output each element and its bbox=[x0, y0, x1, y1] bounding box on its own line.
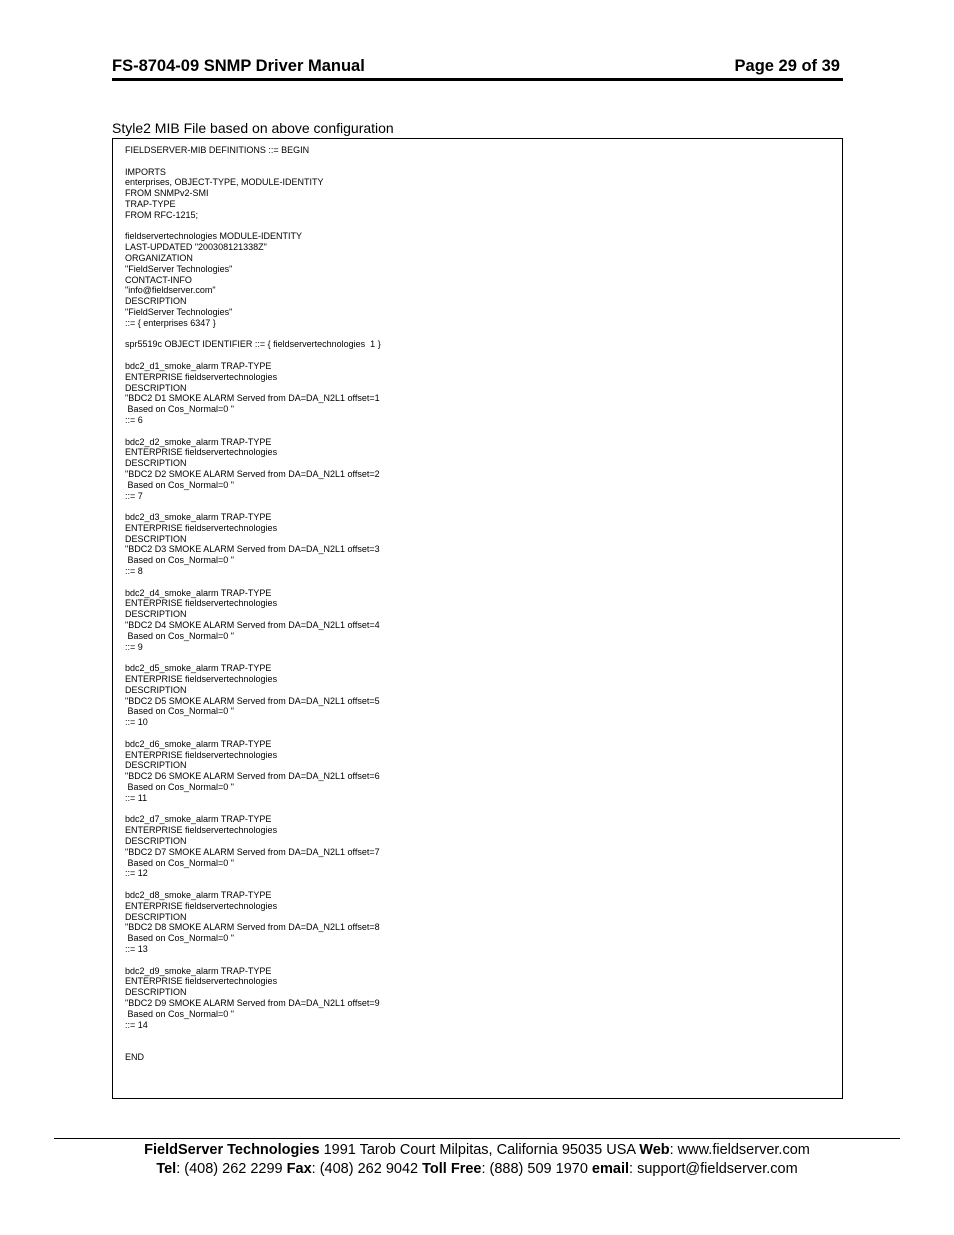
footer-fax-value: : (408) 262 9042 bbox=[311, 1160, 423, 1177]
footer-tollfree-value: : (888) 509 1970 bbox=[481, 1160, 592, 1177]
footer-address: 1991 Tarob Court Milpitas, California 95035 USA bbox=[319, 1142, 640, 1158]
footer-line-1 bbox=[54, 1141, 900, 1160]
mib-file-box bbox=[112, 138, 843, 1099]
mib-file-text: FIELDSERVER-MIB DEFINITIONS ::= BEGIN IMPORTS enterprises, OBJECT-TYPE, MODULE-IDENTITY FROM SNMPv2-SMI TRAP-TYPE FROM RFC-1215; fieldservertechnologies MODULE-IDENTITY LAST-UPDATED "200308121338Z" ORGANIZATION "FieldServer Technologies" CONTACT-INFO "info@fieldserver.com" DESCRIPTION "FieldServer Technologies" ::= { enterprises 6347 } spr5519c OBJECT IDENTIFIER ::= { fieldservertechnologies 1 } bdc2_d1_smoke_alarm TRAP-TYPE ENTERPRISE fieldservertechnologies DESCRIPTION "BDC2 D1 SMOKE ALARM Served from DA=DA_N2L1 offset=1 Based on Cos_Normal=0 " ::= 6 bdc2_d2_smoke_alarm TRAP-TYPE ENTERPRISE fieldservertechnologies DESCRIPTION "BDC2 D2 SMOKE ALARM Served from DA=DA_N2L1 offset=2 Based on Cos_Normal=0 " ::= 7 bdc2_d3_smoke_alarm TRAP-TYPE ENTERPRISE fieldservertechnologies DESCRIPTION "BDC2 D3 SMOKE ALARM Served from DA=DA_N2L1 offset=3 Based on Cos_Normal=0 " ::= 8 bdc2_d4_smoke_alarm TRAP-TYPE ENTERPRISE fieldservertechnologies DESCRIPTION "BDC2 D4 SMOKE ALARM Served from DA=DA_N2L1 offset=4 Based on Cos_Normal=0 " ::= 9 bdc2_d5_smoke_alarm TRAP-TYPE ENTERPRISE fieldservertechnologies DESCRIPTION "BDC2 D5 SMOKE ALARM Served from DA=DA_N2L1 offset=5 Based on Cos_Normal=0 " ::= 10 bdc2_d6_smoke_alarm TRAP-TYPE ENTERPRISE fieldservertechnologies DESCRIPTION "BDC2 D6 SMOKE ALARM Served from DA=DA_N2L1 offset=6 Based on Cos_Normal=0 " ::= 11 bdc2_d7_smoke_alarm TRAP-TYPE ENTERPRISE fieldservertechnologies DESCRIPTION "BDC2 D7 SMOKE ALARM Served from DA=DA_N2L1 offset=7 Based on Cos_Normal=0 " ::= 12 bdc2_d8_smoke_alarm TRAP-TYPE ENTERPRISE fieldservertechnologies DESCRIPTION "BDC2 D8 SMOKE ALARM Served from DA=DA_N2L1 offset=8 Based on Cos_Normal=0 " ::= 13 bdc2_d9_smoke_alarm TRAP-TYPE ENTERPRISE fieldservertechnologies DESCRIPTION "BDC2 D9 SMOKE ALARM Served from DA=DA_N2L1 offset=9 Based on Cos_Normal=0 " ::= 14 END bbox=[125, 145, 381, 1062]
footer-divider bbox=[54, 1138, 900, 1139]
footer-fax-label: Fax bbox=[286, 1160, 312, 1177]
footer-company: FieldServer Technologies bbox=[144, 1142, 320, 1158]
document-title: FS-8704-09 SNMP Driver Manual bbox=[112, 57, 365, 75]
footer-tollfree-label: Toll Free bbox=[422, 1160, 482, 1177]
footer-email-label: email bbox=[591, 1160, 630, 1177]
page-header bbox=[112, 56, 843, 81]
section-caption: Style2 MIB File based on above configuration bbox=[112, 120, 394, 136]
page-footer bbox=[54, 1141, 900, 1178]
footer-line-2 bbox=[54, 1160, 900, 1179]
footer-tel-value: : (408) 262 2299 bbox=[176, 1160, 287, 1177]
footer-web-label: Web bbox=[639, 1142, 670, 1158]
page-number: Page 29 of 39 bbox=[734, 57, 840, 75]
footer-tel-label: Tel bbox=[156, 1160, 177, 1177]
footer-email-link[interactable]: : support@fieldserver.com bbox=[629, 1160, 798, 1177]
footer-web-link[interactable]: : www.fieldserver.com bbox=[669, 1142, 810, 1158]
